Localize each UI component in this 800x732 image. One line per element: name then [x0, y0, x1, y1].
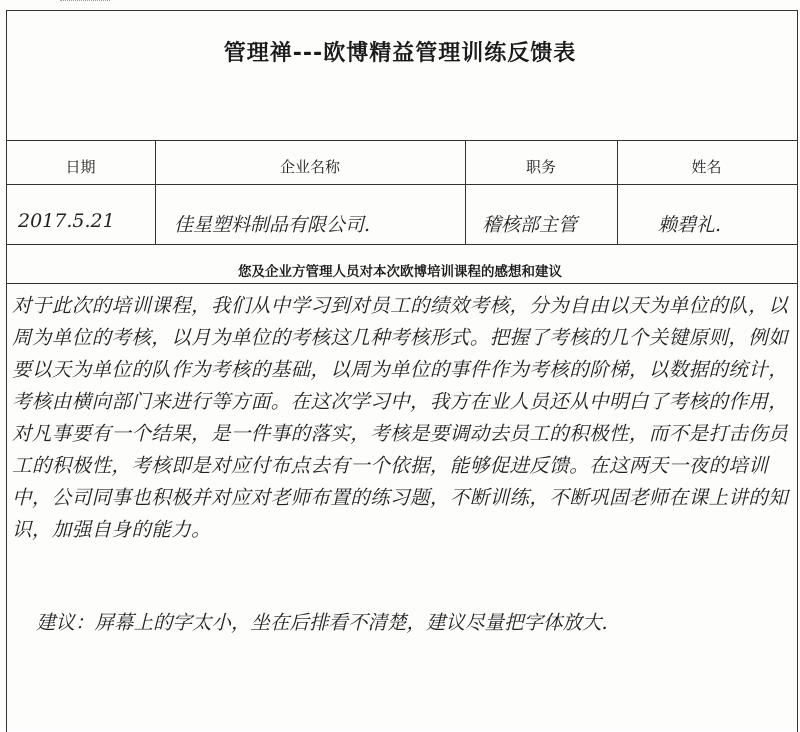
section-title: 您及企业方管理人员对本次欧博培训课程的感想和建议	[238, 264, 562, 280]
position-value: 稽核部主管	[482, 214, 578, 236]
suggestion-text: 建议：屏幕上的字太小，坐在后排看不清楚，建议尽量把字体放大.	[36, 611, 608, 634]
header-bottom-line	[6, 184, 797, 185]
header-date: 日期	[65, 158, 96, 176]
header-top-line	[6, 140, 797, 141]
top-dotted-rule	[60, 0, 110, 2]
feedback-text: 对于此次的培训课程，我们从中学习到对员工的绩效考核，分为自由以天为单位的队，以周为单位的考核，以月为单位的考核这几种考核形式。把握了考核的几个关键原则，例如要以天为单位的队作为考核的基础，以周为单位的事件作为考核的阶梯，以数据的统计，考核由横向部门来进行等方面。在这次学习中，我方在业人员还从中明白了考核的作用，对凡事要有一个结果，是一件事的落实，考核是要调动去员工的积极性，而不是打击伤员工的积极性，考核即是对应付布点去有一个依据，能够促进反馈。在这两天一夜的培训中，公司同事也积极并对应对老师布置的练习题，不断训练，不断巩固老师在课上讲的知识，加强自身的能力。	[12, 294, 789, 541]
section-bottom-line	[6, 283, 797, 284]
header-position: 职务	[525, 158, 556, 176]
company-value: 佳星塑料制品有限公司.	[174, 214, 371, 236]
header-company: 企业名称	[279, 158, 340, 176]
form-title: 管理禅---欧博精益管理训练反馈表	[223, 41, 577, 66]
date-value: 2017.5.21	[18, 210, 115, 232]
name-value: 赖碧礼.	[658, 214, 722, 236]
values-bottom-line	[6, 244, 797, 245]
header-name: 姓名	[691, 158, 722, 176]
